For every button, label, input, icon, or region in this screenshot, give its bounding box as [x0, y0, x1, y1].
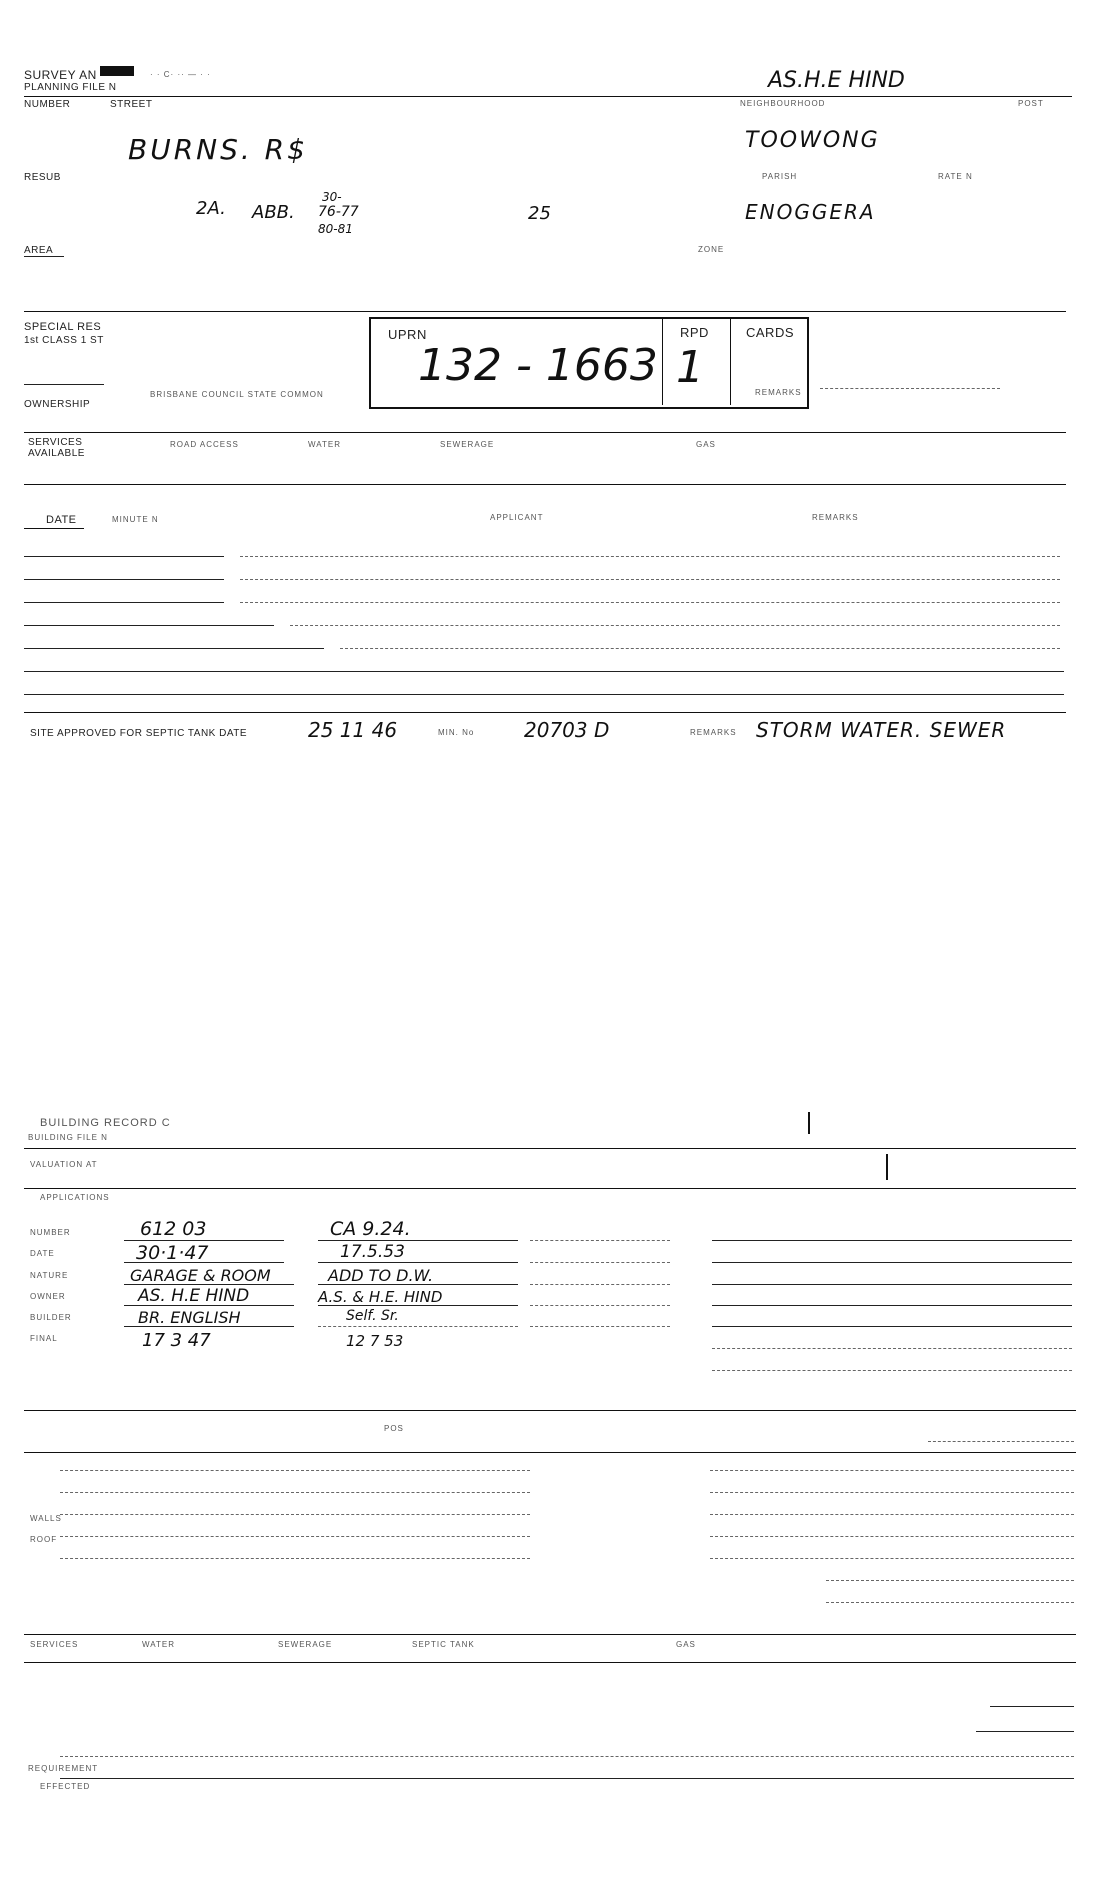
- remarks-label: REMARKS: [812, 513, 859, 522]
- effected-label: EFFECTED: [40, 1782, 91, 1791]
- bottom-water-label: WATER: [142, 1640, 175, 1649]
- cards-label: CARDS: [746, 325, 795, 340]
- walls-label: WALLS: [30, 1514, 62, 1523]
- portion-value-3: 80-81: [318, 222, 353, 236]
- septic-date: 25 11 46: [308, 718, 398, 742]
- app1-owner: AS. H.E HIND: [138, 1286, 250, 1306]
- min-value: 20703 D: [524, 718, 610, 742]
- section2-label: POS: [384, 1424, 404, 1433]
- services-label: SERVICES: [28, 437, 83, 448]
- section-rule-3: [24, 484, 1066, 485]
- bottom-services-label: SERVICES: [30, 1640, 79, 1649]
- owner-handwritten-top: AS.H.E HIND: [768, 68, 905, 93]
- number-label: NUMBER: [24, 99, 71, 110]
- valuation-label: VALUATION AT: [30, 1160, 98, 1169]
- uprn-value: 132 - 1663: [418, 340, 658, 391]
- remarks-box-label: REMARKS: [755, 388, 802, 397]
- app-date-label: DATE: [30, 1249, 55, 1258]
- portion-value-1: 30-: [322, 190, 342, 204]
- app1-date: 30·1·47: [136, 1242, 209, 1264]
- rpd-label: RPD: [680, 325, 709, 340]
- ownership-rule: [24, 384, 104, 385]
- requirement-label: REQUIREMENT: [28, 1764, 99, 1773]
- rpd-divider: [730, 319, 731, 405]
- date-label: DATE: [46, 514, 77, 526]
- suburb-value: TOOWONG: [745, 128, 880, 153]
- rate-label: RATE N: [938, 172, 973, 181]
- app2-builder: Self. Sr.: [346, 1308, 399, 1324]
- water-label: WATER: [308, 440, 341, 449]
- neighbourhood-label: NEIGHBOURHOOD: [740, 99, 826, 108]
- app-owner-label: OWNER: [30, 1292, 66, 1301]
- bottom-rule-2: [24, 1188, 1076, 1189]
- roof-label: ROOF: [30, 1535, 58, 1544]
- valuation-tick: [886, 1154, 888, 1180]
- app1-final: 17 3 47: [142, 1330, 211, 1351]
- applicant-label: APPLICANT: [490, 513, 544, 522]
- date-underline: [24, 528, 84, 529]
- app2-date: 17.5.53: [340, 1242, 405, 1262]
- street-value: BURNS. R$: [128, 133, 308, 166]
- uprn-label: UPRN: [388, 327, 427, 342]
- rpd-value: 1: [676, 342, 704, 393]
- area-label: AREA: [24, 245, 54, 256]
- redaction-mark: [100, 66, 134, 76]
- planning-file-label: PLANNING FILE N: [24, 82, 117, 93]
- available-label: AVAILABLE: [28, 448, 85, 459]
- abb-value: ABB.: [252, 202, 295, 223]
- app-nature-label: NATURE: [30, 1271, 69, 1280]
- post-label: POST: [1018, 99, 1044, 108]
- ownership-options: BRISBANE COUNCIL STATE COMMON: [150, 390, 324, 399]
- bottom-rule-4: [24, 1452, 1076, 1453]
- app2-final: 12 7 53: [346, 1332, 404, 1350]
- app-number-label: NUMBER: [30, 1228, 71, 1237]
- portion-value-2: 76-77: [318, 204, 359, 220]
- header-faint-text: · · C· ·· — · ·: [150, 70, 211, 79]
- gas-label: GAS: [696, 440, 716, 449]
- remarks-box-dash: [820, 388, 1000, 389]
- bottom-rule-5: [24, 1634, 1076, 1635]
- header-rule: [24, 96, 1072, 97]
- applications-label: APPLICATIONS: [40, 1193, 110, 1202]
- section-rule-4: [24, 712, 1066, 713]
- ownership-label: OWNERSHIP: [24, 399, 91, 410]
- street-label: STREET: [110, 99, 153, 110]
- app1-number: 612 03: [140, 1218, 207, 1240]
- app2-nature: ADD TO D.W.: [328, 1266, 434, 1285]
- area-underline: [24, 256, 64, 257]
- resub-label: RESUB: [24, 172, 61, 183]
- bottom-rule-6: [24, 1662, 1076, 1663]
- sewerage-label: SEWERAGE: [440, 440, 495, 449]
- zone-label: ZONE: [698, 245, 725, 254]
- section-rule-2: [24, 432, 1066, 433]
- app-builder-label: BUILDER: [30, 1313, 72, 1322]
- bottom-rule-3: [24, 1410, 1076, 1411]
- minute-label: MINUTE N: [112, 515, 159, 524]
- uprn-divider: [662, 319, 663, 405]
- parish-label: PARISH: [762, 172, 798, 181]
- tick-mark: [808, 1112, 810, 1134]
- app2-owner: A.S. & H.E. HIND: [318, 1288, 443, 1306]
- lot-value: 2A.: [196, 198, 226, 219]
- septic-label: SITE APPROVED FOR SEPTIC TANK DATE: [30, 728, 248, 739]
- special-res-label: SPECIAL RES: [24, 321, 102, 333]
- min-label: MIN. No: [438, 728, 475, 737]
- section-rule-1: [24, 311, 1066, 312]
- building-file-label: BUILDING FILE N: [28, 1133, 108, 1142]
- section2-dash: [928, 1441, 1074, 1442]
- first-class-label: 1st CLASS 1 ST: [24, 335, 104, 346]
- road-access-label: ROAD ACCESS: [170, 440, 239, 449]
- bottom-rule-1: [24, 1148, 1076, 1149]
- survey-header: SURVEY AN: [24, 68, 97, 82]
- bottom-gas-label: GAS: [676, 1640, 696, 1649]
- number-value: 25: [528, 203, 551, 224]
- building-record-title: BUILDING RECORD C: [40, 1117, 171, 1129]
- septic-remarks-label: REMARKS: [690, 728, 737, 737]
- septic-remarks-value: STORM WATER. SEWER: [756, 718, 1007, 742]
- bottom-sewerage-label: SEWERAGE: [278, 1640, 333, 1649]
- app1-nature: GARAGE & ROOM: [130, 1266, 271, 1285]
- parish-value: ENOGGERA: [745, 200, 876, 224]
- app2-number: CA 9.24.: [330, 1218, 411, 1240]
- app1-builder: BR. ENGLISH: [138, 1308, 241, 1327]
- app-final-label: FINAL: [30, 1334, 58, 1343]
- bottom-septic-label: SEPTIC TANK: [412, 1640, 475, 1649]
